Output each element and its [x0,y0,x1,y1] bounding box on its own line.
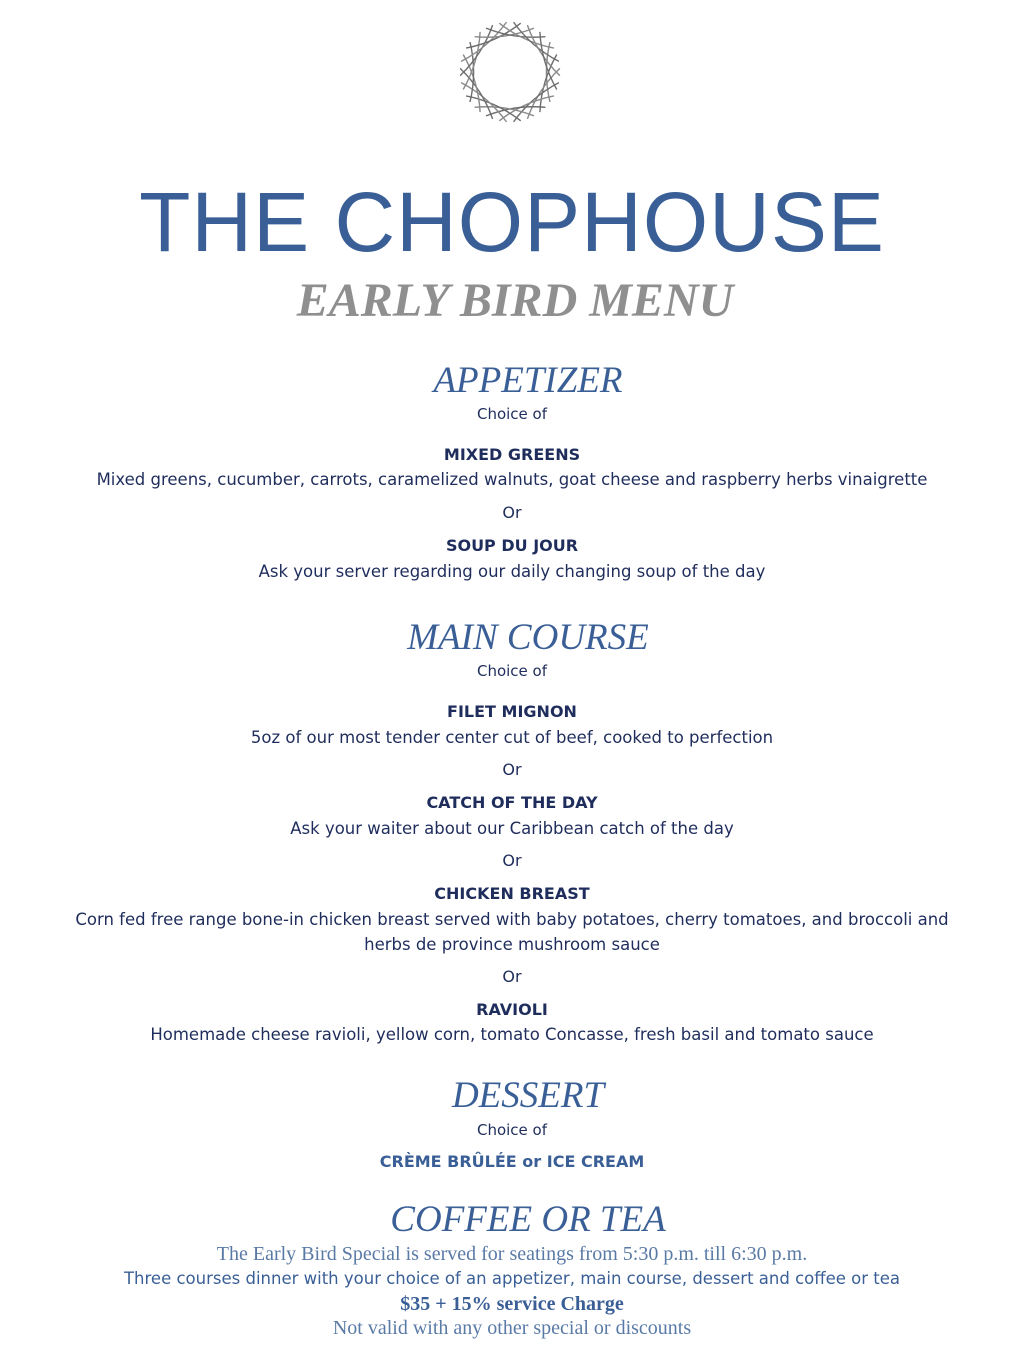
menu-item-name: RAVIOLI [476,1000,548,1019]
restaurant-name: THE CHOPHOUSE [139,175,885,269]
logo-stroke [460,25,493,76]
menu-item-description: Homemade cheese ravioli, yellow corn, tomato Concasse, fresh basil and tomato sauce [150,1025,874,1044]
menu-item-name: FILET MIGNON [447,702,577,721]
menu-item-name: CATCH OF THE DAY [426,793,598,812]
menu-item-description: Corn fed free range bone-in chicken breast served with baby potatoes, cherry tomatoes, and broccoli and [75,910,949,929]
menu-item-description: Mixed greens, cucumber, carrots, caramelized walnuts, goat cheese and raspberry herbs vinaigrette [96,470,928,489]
appetizer-heading: APPETIZER [433,360,623,401]
logo-stroke [461,83,506,122]
logo-stroke [460,68,493,119]
menu-description-note: Three courses dinner with your choice of an appetizer, main course, dessert and coffee or tea [123,1269,901,1288]
or-separator: Or [502,760,522,779]
dessert-choice-label: Choice of [476,1121,548,1139]
beverage-heading: COFFEE OR TEA [390,1199,666,1240]
menu-item-description: herbs de province mushroom sauce [364,935,660,954]
starburst-ring-logo [448,10,572,134]
or-separator: Or [502,503,522,522]
menu-item-description: 5oz of our most tender center cut of beef, cooked to perfection [250,728,774,747]
price-note: $35 + 15% service Charge [400,1293,624,1315]
or-separator: Or [502,967,522,986]
dessert-heading: DESSERT [451,1075,605,1116]
menu-title: EARLY BIRD MENU [296,274,734,327]
main-course-choice-label: Choice of [476,662,548,680]
menu-item-description: Ask your waiter about our Caribbean catch of the day [290,819,734,838]
menu-item-name: MIXED GREENS [443,445,581,464]
seating-hours-note: The Early Bird Special is served for seatings from 5:30 p.m. till 6:30 p.m. [216,1243,808,1265]
logo-stroke [527,25,560,76]
menu-item-description: Ask your server regarding our daily changing soup of the day [258,562,766,581]
dessert-item: CRÈME BRÛLÉE or ICE CREAM [379,1152,645,1171]
logo-stroke [514,22,559,61]
menu-item-name: SOUP DU JOUR [445,536,579,555]
appetizer-choice-label: Choice of [476,405,548,423]
disclaimer-note: Not valid with any other special or discounts [332,1317,692,1339]
logo-stroke [514,83,559,122]
or-separator: Or [502,851,522,870]
menu-item-name: CHICKEN BREAST [434,884,590,903]
logo-stroke [461,22,506,61]
logo-stroke [527,68,560,119]
main-course-heading: MAIN COURSE [407,617,649,658]
